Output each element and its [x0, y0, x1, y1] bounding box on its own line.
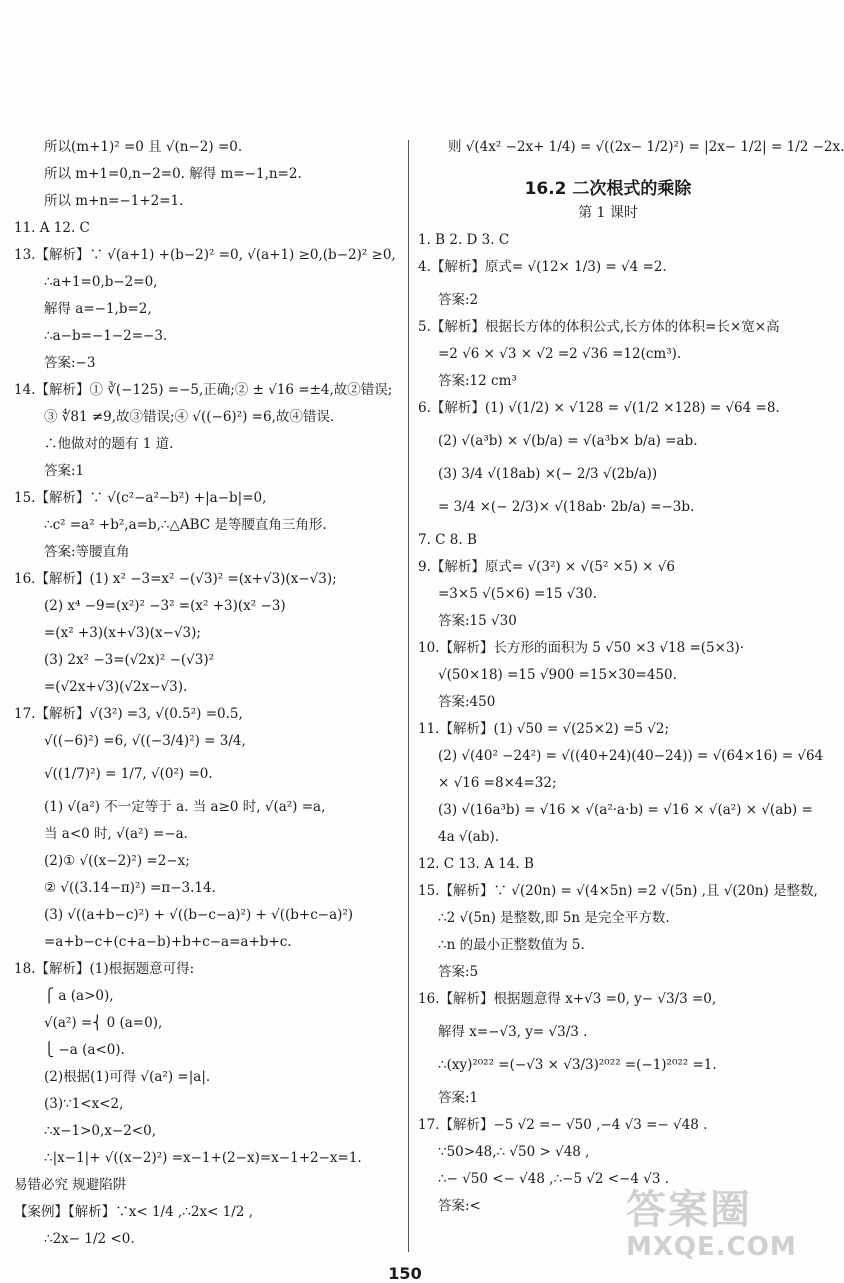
answer-line: √((−6)²) =6, √((−3/4)²) = 3/4, [44, 733, 246, 749]
answer-line: √(a²) =⎨ 0 (a=0), [44, 1015, 163, 1031]
answer-line: (2) √(40² −24²) = √((40+24)(40−24)) = √(64×16) = √64 [438, 748, 824, 764]
section-title: 16.2 二次根式的乘除 [524, 179, 692, 199]
answer-line: (3) √((a+b−c)²) + √((b−c−a)²) + √((b+c−a)²) [44, 907, 354, 923]
answer-line: 15.【解析】∵ √(20n) = √(4×5n) =2 √(5n) ,且 √(20n) 是整数, [418, 883, 818, 899]
answer-line: √(50×18) =15 √900 =15×30=450. [438, 667, 677, 683]
answer-line: 答案:450 [438, 694, 496, 710]
answer-line: =3×5 √(5×6) =15 √30. [438, 586, 597, 602]
answer-line: 7. C 8. B [418, 532, 477, 548]
answer-line: 解得 x=−√3, y= √3/3 . [438, 1024, 588, 1040]
answer-line: 5.【解析】根据长方体的体积公式,长方体的体积=长×宽×高 [418, 319, 780, 335]
answer-line: 则 √(4x² −2x+ 1/4) = √((2x− 1/2)²) = |2x− 1/2| = 1/2 −2x. [448, 139, 844, 155]
answer-line: ∴2x− 1/2 <0. [44, 1231, 135, 1247]
answer-line: (1) √(a²) 不一定等于 a. 当 a≥0 时, √(a²) =a, [44, 799, 326, 815]
answer-line: ∴x−1>0,x−2<0, [44, 1123, 157, 1139]
page-number: 150 [388, 1264, 422, 1283]
answer-line: 答案:15 √30 [438, 613, 517, 629]
answer-line: 14.【解析】① ∛(−125) =−5,正确;② ± √16 =±4,故②错误; [14, 382, 393, 398]
answer-line: ∴a+1=0,b−2=0, [44, 274, 158, 290]
answer-line: 4.【解析】原式= √(12× 1/3) = √4 =2. [418, 259, 667, 275]
answer-line: 答案:等腰直角 [44, 544, 130, 560]
answer-line: ∴2 √(5n) 是整数,即 5n 是完全平方数. [438, 910, 670, 926]
answer-line: 答案:5 [438, 964, 479, 980]
answer-line: ∵50>48,∴ √50 > √48 , [438, 1144, 590, 1160]
answer-line: (3) √(16a³b) = √16 × √(a²·a·b) = √16 × √(a²) × √(ab) = [438, 802, 813, 818]
section-subtitle: 第 1 课时 [578, 205, 638, 221]
answer-line: =(x² +3)(x+√3)(x−√3); [44, 625, 201, 641]
answer-line: 13.【解析】∵ √(a+1) +(b−2)² =0, √(a+1) ≥0,(b−2)² ≥0, [14, 247, 396, 263]
answer-line: ∴− √50 <− √48 ,∴−5 √2 <−4 √3 . [438, 1171, 670, 1187]
answer-line: =(√2x+√3)(√2x−√3). [44, 679, 188, 695]
answer-line: 11.【解析】(1) √50 = √(25×2) =5 √2; [418, 721, 669, 737]
answer-line: (3) 2x² −3=(√2x)² −(√3)² [44, 652, 215, 668]
answer-line: ∴a−b=−1−2=−3. [44, 328, 168, 344]
answer-line: 16.【解析】根据题意得 x+√3 =0, y− √3/3 =0, [418, 991, 717, 1007]
answer-line: 所以 m+n=−1+2=1. [44, 193, 184, 209]
answer-line: (2)① √((x−2)²) =2−x; [44, 853, 190, 869]
right-column-continuation [418, 139, 844, 155]
answer-line: 答案:2 [438, 292, 479, 308]
watermark-text: 答案圈 [626, 1187, 752, 1233]
answer-line: (2) √(a³b) × √(b/a) = √(a³b× b/a) =ab. [438, 433, 698, 449]
answer-line: 【案例】【解析】∵x< 1/4 ,∴2x< 1/2 , [14, 1204, 253, 1220]
column-divider [408, 140, 409, 1252]
answer-line: ∴(xy)²⁰²² =(−√3 × √3/3)²⁰²² =(−1)²⁰²² =1. [438, 1057, 717, 1073]
answer-line: 6.【解析】(1) √(1/2) × √128 = √(1/2 ×128) = √64 =8. [418, 400, 780, 416]
answer-line: =2 √6 × √3 × √2 =2 √36 =12(cm³). [438, 346, 682, 362]
answer-line: 10.【解析】长方形的面积为 5 √50 ×3 √18 =(5×3)· [418, 640, 745, 656]
answer-line: ⎧ a (a>0), [44, 988, 114, 1004]
answer-line: 18.【解析】(1)根据题意可得: [14, 961, 195, 977]
answer-line: 答案:12 cm³ [438, 373, 517, 389]
answer-line: 所以(m+1)² =0 且 √(n−2) =0. [44, 139, 243, 155]
right-column [418, 139, 844, 1280]
answer-line: ∴c² =a² +b²,a=b,∴△ABC 是等腰直角三角形. [44, 517, 327, 533]
watermark-url: MXQE.COM [626, 1232, 797, 1262]
answer-line: (3) 3/4 √(18ab) ×(− 2/3 √(2b/a)) [438, 466, 658, 482]
answer-line: 9.【解析】原式= √(3²) × √(5² ×5) × √6 [418, 559, 675, 575]
answer-line: (2) x⁴ −9=(x²)² −3² =(x² +3)(x² −3) [44, 598, 286, 614]
answer-line: × √16 =8×4=32; [438, 775, 557, 791]
answer-line: 答案:−3 [44, 355, 96, 371]
answer-line: 17.【解析】√(3²) =3, √(0.5²) =0.5, [14, 706, 243, 722]
answer-line: = 3/4 ×(− 2/3)× √(18ab· 2b/a) =−3b. [438, 499, 695, 515]
answer-line: 当 a<0 时, √(a²) =−a. [44, 826, 188, 842]
left-column [14, 140, 402, 1280]
answer-line: 15.【解析】∵ √(c²−a²−b²) +|a−b|=0, [14, 490, 267, 506]
answer-line: 17.【解析】−5 √2 =− √50 ,−4 √3 =− √48 . [418, 1117, 708, 1133]
answer-line: 4a √(ab). [438, 829, 500, 845]
answer-line: √((1/7)²) = 1/7, √(0²) =0. [44, 766, 213, 782]
answer-line: 答案:1 [44, 463, 85, 479]
answer-line: (2)根据(1)可得 √(a²) =|a|. [44, 1069, 211, 1085]
answer-line: ∴他做对的题有 1 道. [44, 436, 174, 452]
right-column-answers [418, 232, 824, 1214]
answer-line: =a+b−c+(c+a−b)+b+c−a=a+b+c. [44, 934, 292, 950]
answer-line: 16.【解析】(1) x² −3=x² −(√3)² =(x+√3)(x−√3); [14, 571, 337, 587]
answer-line: ∴|x−1|+ √((x−2)²) =x−1+(2−x)=x−1+2−x=1. [44, 1150, 362, 1166]
answer-line: 12. C 13. A 14. B [418, 856, 534, 872]
answer-line: ③ ∜81 ≠9,故③错误;④ √((−6)²) =6,故④错误. [44, 409, 335, 425]
answer-line: 易错必究 规避陷阱 [14, 1177, 127, 1193]
answer-line: 1. B 2. D 3. C [418, 232, 510, 248]
watermark-logo [626, 1188, 800, 1274]
answer-line: ∴n 的最小正整数值为 5. [438, 937, 585, 953]
answer-line: 解得 a=−1,b=2, [44, 301, 152, 317]
answer-line: ⎩ −a (a<0). [44, 1042, 125, 1058]
answer-line: ② √((3.14−π)²) =π−3.14. [44, 880, 216, 896]
answer-line: 11. A 12. C [14, 220, 90, 236]
answer-line: 所以 m+1=0,n−2=0. 解得 m=−1,n=2. [44, 166, 302, 182]
answer-line: 答案:< [438, 1198, 481, 1214]
answer-line: 答案:1 [438, 1090, 479, 1106]
answer-line: (3)∵1<x<2, [44, 1096, 124, 1112]
